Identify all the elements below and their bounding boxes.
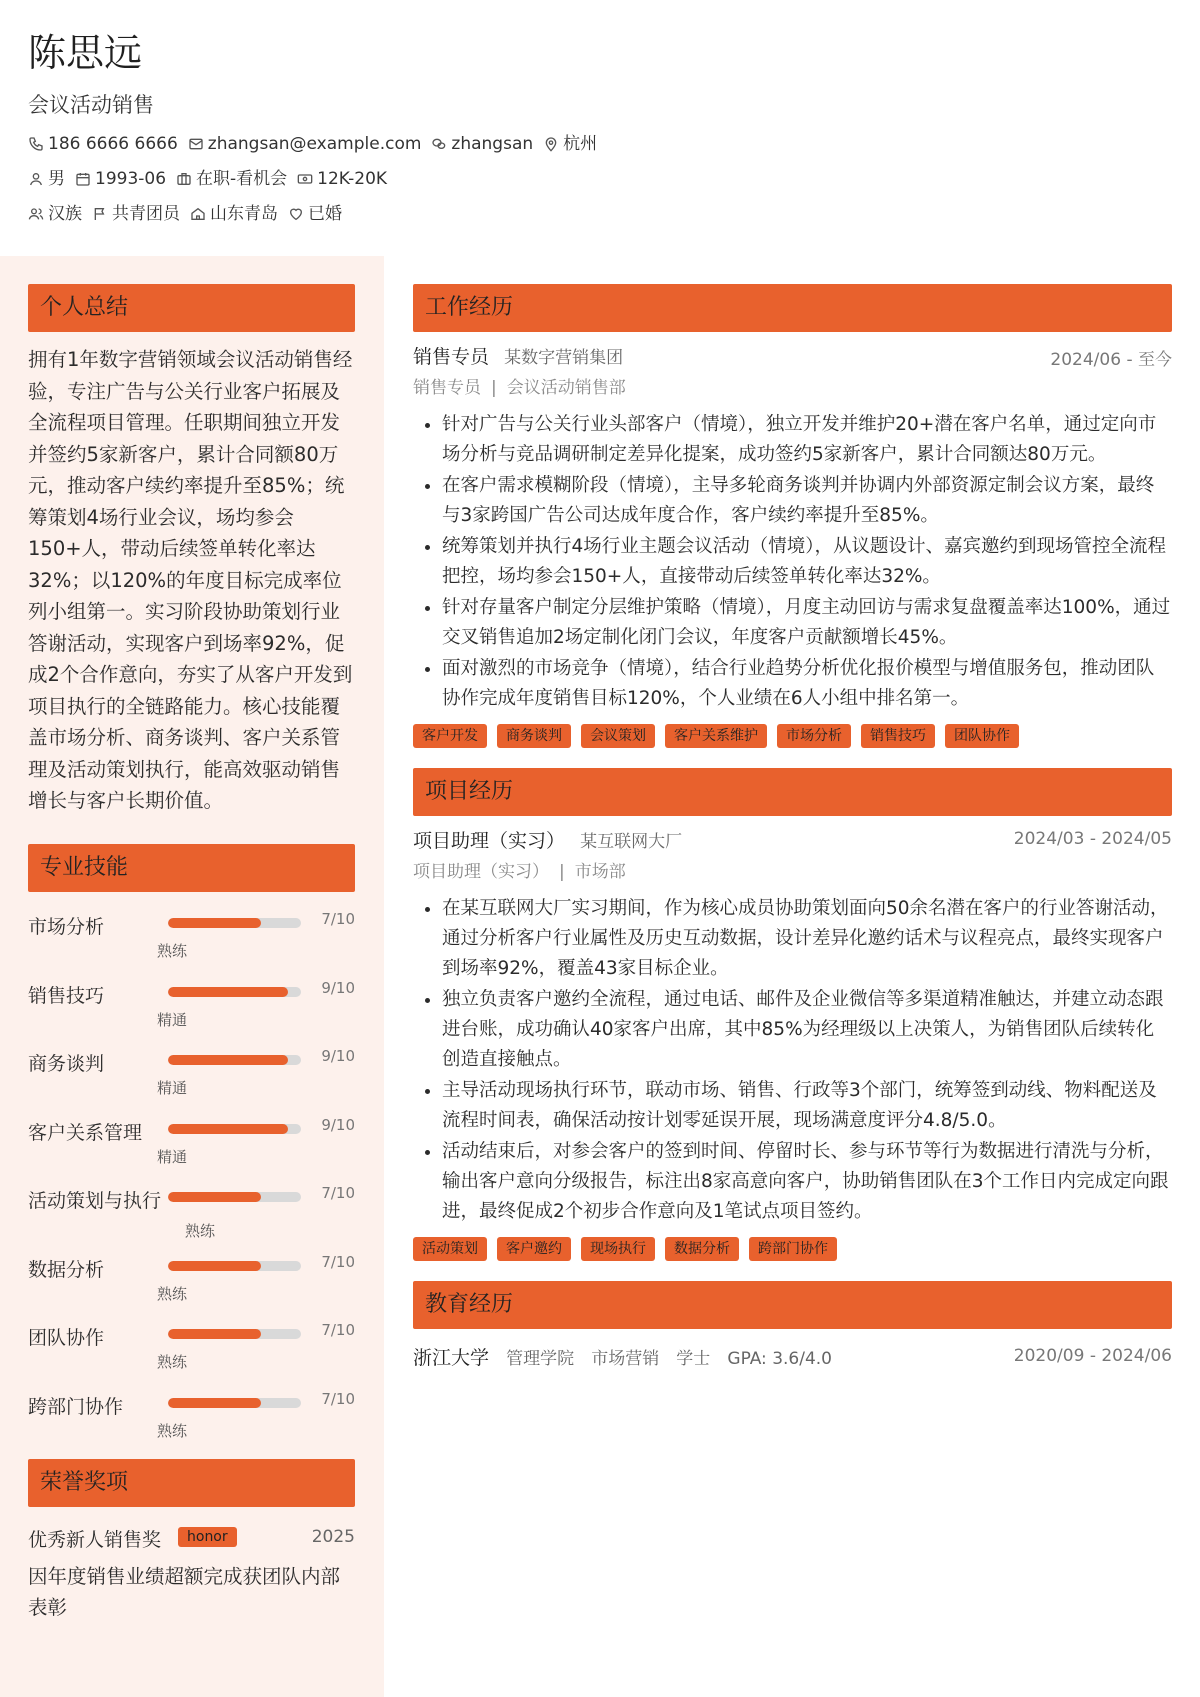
school-name: 浙江大学 xyxy=(413,1347,490,1369)
skill-tag: 客户关系维护 xyxy=(665,724,767,748)
work-heading: 工作经历 xyxy=(413,284,1172,332)
skill-bar-track xyxy=(168,1192,301,1202)
marital-text: 已婚 xyxy=(308,204,342,224)
skill-tag: 活动策划 xyxy=(413,1237,487,1261)
summary-text: 拥有1年数字营销领域会议活动销售经验，专注广告与公关行业客户拓展及全流程项目管理。任职期间独立开发并签约5家新客户，累计合同额80万元，推动客户续约率提升至85%；统筹策划4场行业会议，场均参会150+人，带动后续签单转化率达32%；以120%的年度目标完成率位列小组第一。实习阶段协助策划行业答谢活动，实现客户到场率92%，促成2个合作意向，夯实了从客户开发到项目执行的全链路能力。核心技能覆盖市场分析、商务谈判、客户关系管理及活动策划执行，能高效驱动销售增长与客户长期价值。 xyxy=(28,348,353,812)
home-icon xyxy=(190,206,206,222)
skill-level: 精通 xyxy=(157,1010,188,1029)
honor-badge: honor xyxy=(178,1527,237,1547)
skills-list xyxy=(28,898,355,1446)
status-text: 在职-看机会 xyxy=(196,169,288,189)
bullet-item: • 统筹策划并执行4场行业主题会议活动（情境），从议题设计、嘉宾邀约到现场管控全流程把控，场均参会150+人，直接带动后续签单转化率达32%。 xyxy=(442,532,1172,592)
main-content xyxy=(413,284,1172,1375)
skill-item xyxy=(28,1104,355,1173)
gpa-text: GPA: 3.6/4.0 xyxy=(727,1349,832,1369)
status-info xyxy=(176,168,287,190)
political-text: 共青团员 xyxy=(112,204,180,224)
skill-score: 7/10 xyxy=(321,1321,355,1339)
skill-score: 7/10 xyxy=(321,1252,355,1271)
work-section xyxy=(413,284,1172,748)
work-title-row xyxy=(413,342,1172,372)
users-icon xyxy=(28,206,44,222)
skill-level: 熟练 xyxy=(157,942,188,960)
wechat-icon xyxy=(431,136,447,152)
work-department: 会议活动销售部 xyxy=(506,378,626,398)
birth-info xyxy=(75,168,166,190)
marital-info xyxy=(288,203,342,225)
skills-heading: 专业技能 xyxy=(28,844,355,892)
job-title: 会议活动销售 xyxy=(28,93,154,117)
bullet-item: • 针对存量客户制定分层维护策略（情境），月度主动回访与需求复盘覆盖率达100%，通过交叉销售追加2场定制化闭门会议，年度客户贡献额增长45%。 xyxy=(442,593,1172,653)
political-info xyxy=(92,203,180,225)
skill-level: 熟练 xyxy=(185,1222,216,1240)
project-company: 某互联网大厂 xyxy=(580,832,683,852)
mail-icon xyxy=(188,136,204,152)
project-heading: 项目经历 xyxy=(413,768,1172,816)
city-text: 杭州 xyxy=(563,134,598,154)
award-description: 因年度销售业绩超额完成获团队内部表彰 xyxy=(28,1565,341,1619)
skill-bar-track xyxy=(168,987,301,997)
hometown-text: 山东青岛 xyxy=(210,204,278,224)
skill-score: 9/10 xyxy=(321,978,355,997)
work-bullets xyxy=(413,410,1172,714)
skill-bar-fill xyxy=(168,1192,261,1202)
skill-bar-track xyxy=(168,1398,301,1408)
skill-name: 活动策划与执行 xyxy=(28,1190,162,1212)
bullet-item: • 针对广告与公关行业头部客户（情境），独立开发并维护20+潜在客户名单，通过定向市场分析与竞品调研制定差异化提案，成功签约5家新客户，累计合同额达80万元。 xyxy=(442,410,1172,470)
calendar-icon xyxy=(75,171,91,187)
hometown-info xyxy=(190,203,278,225)
skill-level: 熟练 xyxy=(157,1421,188,1440)
project-department: 市场部 xyxy=(574,862,626,882)
skill-tag: 现场执行 xyxy=(581,1237,655,1261)
summary-section xyxy=(28,284,355,817)
education-item xyxy=(413,1343,1172,1375)
skill-level: 熟练 xyxy=(157,1353,188,1371)
bullet-item: • 在客户需求模糊阶段（情境），主导多轮商务谈判并协调内外部资源定制会议方案，最终与3家跨国广告公司达成年度合作，客户续约率提升至85%。 xyxy=(442,471,1172,531)
wechat-text: zhangsan xyxy=(451,134,534,154)
skill-tag: 会议策划 xyxy=(581,724,655,748)
phone-icon xyxy=(28,136,44,152)
skill-item xyxy=(28,898,355,967)
birth-text: 1993-06 xyxy=(95,169,167,189)
skill-level: 熟练 xyxy=(157,1284,188,1303)
skills-section xyxy=(28,844,355,1446)
work-date: 2024/06 - 至今 xyxy=(1050,350,1172,370)
awards-heading: 荣誉奖项 xyxy=(28,1459,355,1507)
skill-tag: 商务谈判 xyxy=(497,724,571,748)
extra-line xyxy=(28,203,1172,225)
skill-tag: 销售技巧 xyxy=(861,724,935,748)
skill-name: 商务谈判 xyxy=(28,1053,105,1075)
skill-item xyxy=(28,1172,355,1241)
user-icon xyxy=(28,171,44,187)
skill-item xyxy=(28,1241,355,1310)
award-item xyxy=(28,1521,355,1555)
work-role: 销售专员 xyxy=(413,346,490,368)
skill-bar-fill xyxy=(168,1329,261,1339)
skill-bar-fill xyxy=(168,1261,261,1271)
skill-bar-track xyxy=(168,918,301,928)
skill-bar-track xyxy=(168,1124,301,1134)
project-title-row xyxy=(413,826,1172,856)
work-tags xyxy=(413,724,1172,748)
bullet-item: • 主导活动现场执行环节，联动市场、销售、行政等3个部门，统筹签到动线、物料配送及流程时间表，确保活动按计划零延误开展，现场满意度评分4.8/5.0。 xyxy=(442,1076,1172,1136)
skill-item xyxy=(28,967,355,1036)
skill-bar-track xyxy=(168,1055,301,1065)
skill-item xyxy=(28,1035,355,1104)
email-text: zhangsan@example.com xyxy=(207,134,422,154)
project-bullets xyxy=(413,894,1172,1227)
bullet-item: • 活动结束后，对参会客户的签到时间、停留时长、参与环节等行为数据进行清洗与分析，输出客户意向分级报告，标注出8家高意向客户，协助销售团队在3个工作日内完成定向跟进，最终促成2个初步合作意向及1笔试点项目签约。 xyxy=(442,1137,1172,1227)
flag-icon xyxy=(92,206,108,222)
skill-item xyxy=(28,1309,355,1378)
skill-bar-fill xyxy=(168,1055,288,1065)
email-info xyxy=(188,133,422,155)
work-position: 销售专员 xyxy=(413,378,481,398)
gender-info xyxy=(28,168,65,190)
resume-header xyxy=(28,28,1172,225)
skill-name: 市场分析 xyxy=(28,916,105,938)
work-company: 某数字营销集团 xyxy=(504,348,624,368)
sidebar xyxy=(0,256,384,1697)
salary-info xyxy=(297,168,387,190)
skill-tag: 市场分析 xyxy=(777,724,851,748)
skill-bar-fill xyxy=(168,1398,261,1408)
bullet-item: • 独立负责客户邀约全流程，通过电话、邮件及企业微信等多渠道精准触达，并建立动态跟进台账，成功确认40家客户出席，其中85%为经理级以上决策人，为销售团队后续转化创造直接触点。 xyxy=(442,985,1172,1075)
phone-text: 186 6666 6666 xyxy=(48,134,178,154)
skill-name: 销售技巧 xyxy=(28,984,105,1007)
skill-bar-fill xyxy=(168,918,261,928)
skill-name: 数据分析 xyxy=(28,1258,105,1281)
salary-text: 12K-20K xyxy=(317,169,388,189)
candidate-name: 陈思远 xyxy=(28,31,143,75)
project-position: 项目助理（实习） xyxy=(413,862,549,882)
skill-tag: 客户开发 xyxy=(413,724,487,748)
project-role: 项目助理（实习） xyxy=(413,830,566,852)
phone-info xyxy=(28,133,178,155)
award-year: 2025 xyxy=(311,1527,355,1547)
separator: | xyxy=(491,378,497,398)
ethnicity-text: 汉族 xyxy=(48,204,82,224)
skill-bar-fill xyxy=(168,987,288,997)
skill-score: 9/10 xyxy=(321,1115,355,1134)
skill-tag: 客户邀约 xyxy=(497,1237,571,1261)
project-subline xyxy=(413,860,1172,884)
ethnicity-info xyxy=(28,203,82,225)
skill-level: 精通 xyxy=(157,1147,188,1166)
college-name: 管理学院 xyxy=(506,1349,575,1369)
summary-heading: 个人总结 xyxy=(28,284,355,332)
skill-item xyxy=(28,1378,355,1447)
separator: | xyxy=(559,862,565,882)
skill-score: 9/10 xyxy=(321,1047,355,1065)
skill-tag: 团队协作 xyxy=(945,724,1019,748)
skill-name: 跨部门协作 xyxy=(28,1395,124,1418)
skill-tag: 数据分析 xyxy=(665,1237,739,1261)
work-subline xyxy=(413,376,1172,400)
location-icon xyxy=(543,136,559,152)
project-date: 2024/03 - 2024/05 xyxy=(1013,829,1172,849)
education-section xyxy=(413,1281,1172,1375)
skill-score: 7/10 xyxy=(321,1184,355,1202)
contact-line xyxy=(28,133,1172,155)
heart-icon xyxy=(288,206,304,222)
project-tags xyxy=(413,1237,1172,1261)
skill-name: 团队协作 xyxy=(28,1327,105,1349)
skill-level: 精通 xyxy=(157,1079,188,1097)
wechat-info xyxy=(431,133,533,155)
briefcase-icon xyxy=(176,171,192,187)
degree-name: 学士 xyxy=(676,1349,711,1369)
award-name: 优秀新人销售奖 xyxy=(28,1529,162,1551)
major-name: 市场营销 xyxy=(591,1349,660,1369)
bullet-item: • 在某互联网大厂实习期间，作为核心成员协助策划面向50余名潜在客户的行业答谢活动，通过分析客户行业属性及历史互动数据，设计差异化邀约话术与议程亮点，最终实现客户到场率92%，覆盖43家目标企业。 xyxy=(442,894,1172,984)
gender-text: 男 xyxy=(48,169,65,189)
skill-score: 7/10 xyxy=(321,910,355,928)
personal-line xyxy=(28,168,1172,190)
bullet-item: • 面对激烈的市场竞争（情境），结合行业趋势分析优化报价模型与增值服务包，推动团队协作完成年度销售目标120%，个人业绩在6人小组中排名第一。 xyxy=(442,654,1172,714)
education-heading: 教育经历 xyxy=(413,1281,1172,1329)
skill-bar-fill xyxy=(168,1124,288,1134)
skill-tag: 跨部门协作 xyxy=(749,1237,837,1261)
skill-bar-track xyxy=(168,1261,301,1271)
skill-name: 客户关系管理 xyxy=(28,1121,143,1144)
awards-section xyxy=(28,1459,355,1623)
skill-bar-track xyxy=(168,1329,301,1339)
education-date: 2020/09 - 2024/06 xyxy=(1013,1346,1172,1366)
money-icon xyxy=(297,171,313,187)
project-section xyxy=(413,768,1172,1261)
skill-score: 7/10 xyxy=(321,1389,355,1408)
city-info xyxy=(543,133,597,155)
